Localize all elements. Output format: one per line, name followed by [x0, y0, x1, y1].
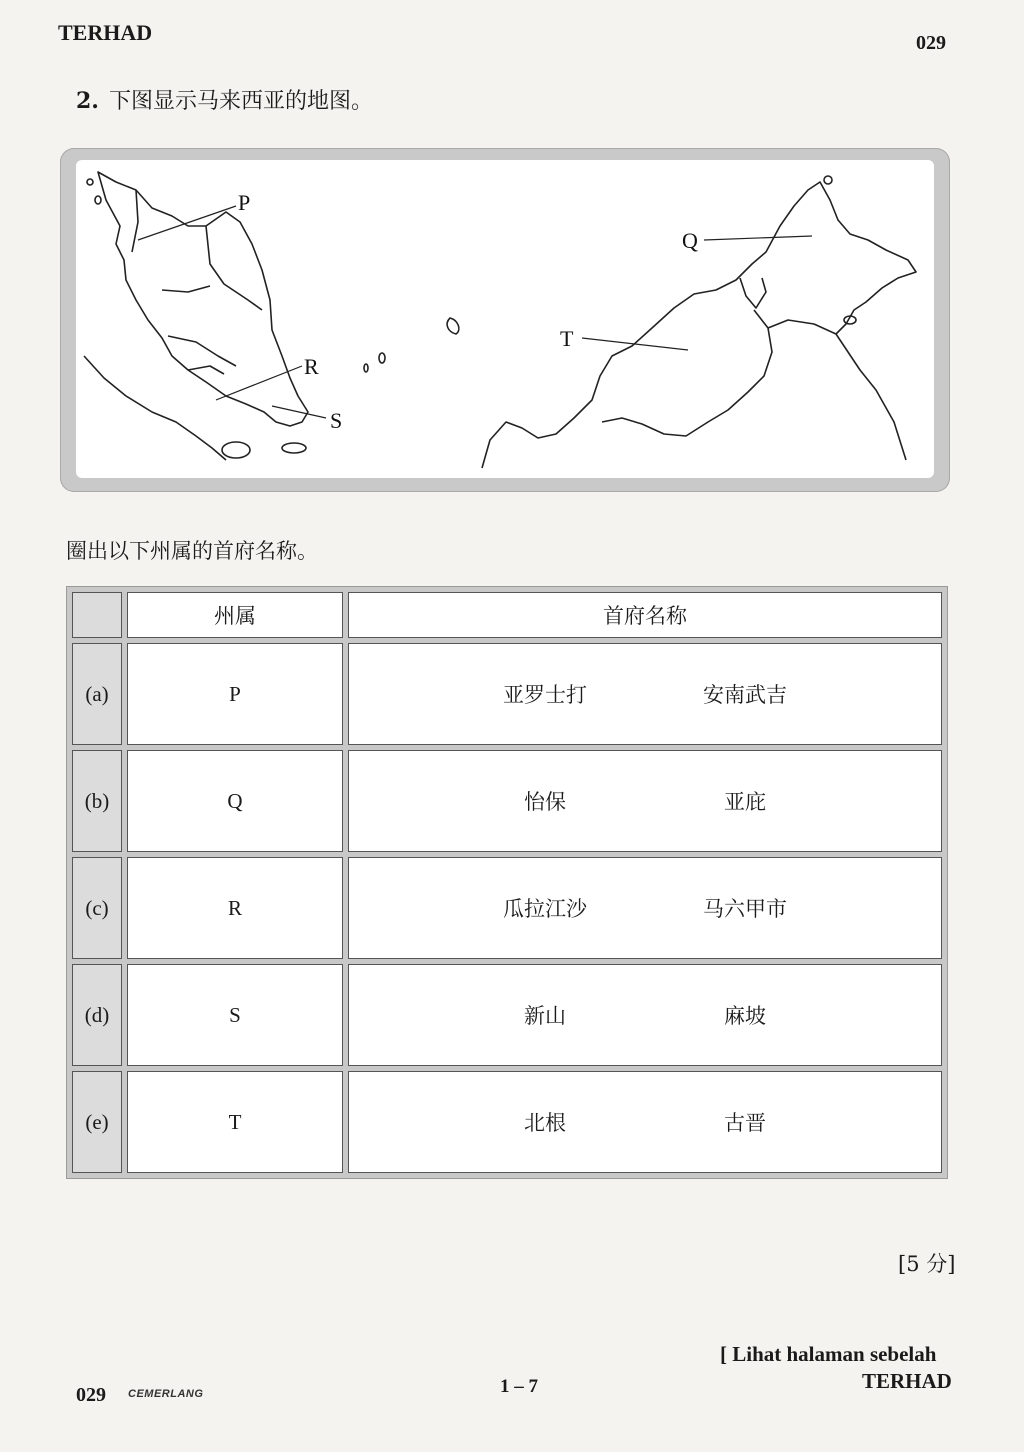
- sarawak-sabah-border: [602, 310, 772, 436]
- question-number: 2.: [76, 88, 99, 114]
- publisher-logo: CEMERLANG: [128, 1388, 204, 1400]
- leader-line-t: [582, 338, 688, 350]
- riau-island: [222, 442, 250, 458]
- row-index: (e): [72, 1071, 122, 1173]
- leader-line-r: [216, 366, 302, 400]
- banggi-island: [824, 176, 832, 184]
- capital-option[interactable]: 麻坡: [724, 1004, 766, 1028]
- row-index: (c): [72, 857, 122, 959]
- penang-island: [95, 196, 101, 204]
- next-page-note: [ Lihat halaman sebelah: [720, 1342, 937, 1366]
- table-row: [72, 643, 942, 745]
- table-row: [72, 964, 942, 1066]
- capital-option[interactable]: 亚庇: [724, 790, 766, 814]
- row-state: T: [127, 1071, 343, 1173]
- map-label-p: P: [238, 190, 251, 215]
- kalimantan-border: [768, 320, 836, 334]
- row-options: [348, 750, 942, 852]
- langkawi-island: [87, 179, 93, 185]
- marks-label: [5 分]: [898, 1252, 956, 1276]
- leader-line-q: [704, 236, 812, 240]
- map-label-s: S: [330, 408, 343, 433]
- question-line: [76, 84, 373, 115]
- capital-option[interactable]: 马六甲市: [703, 897, 787, 921]
- map-label-r: R: [304, 354, 319, 379]
- singapore-island: [282, 443, 306, 453]
- peninsular-outline: [98, 172, 308, 426]
- table-row: [72, 1071, 942, 1173]
- row-state: Q: [127, 750, 343, 852]
- map-frame: [60, 148, 950, 492]
- paper-code-header: 029: [916, 32, 946, 54]
- state-border-2: [206, 226, 262, 310]
- state-capital-table: [66, 586, 948, 1179]
- map-label-t: T: [560, 326, 574, 351]
- east-malaysia-outline: [482, 182, 916, 468]
- footer-paper-code: 029: [76, 1384, 106, 1406]
- row-state: P: [127, 643, 343, 745]
- table-row: [72, 750, 942, 852]
- map-label-q: Q: [682, 228, 698, 253]
- row-options: [348, 643, 942, 745]
- malaysia-map-drawing: [76, 160, 934, 478]
- capital-option[interactable]: 古晋: [724, 1111, 766, 1135]
- capital-option[interactable]: 瓜拉江沙: [503, 897, 587, 921]
- question-text: 下图显示马来西亚的地图。: [108, 89, 373, 114]
- leader-line-s: [272, 406, 326, 418]
- capital-option[interactable]: 新山: [524, 1004, 566, 1028]
- row-state: S: [127, 964, 343, 1066]
- brunei-border: [740, 278, 766, 308]
- footer-classification: TERHAD: [862, 1369, 952, 1393]
- capital-option[interactable]: 怡保: [524, 790, 566, 814]
- leader-line-p: [138, 206, 236, 240]
- sumatra-coast: [84, 356, 226, 460]
- header-index-cell: [72, 592, 122, 638]
- table-header-row: [72, 592, 942, 638]
- state-border-3: [162, 286, 210, 292]
- page-number: 1 – 7: [500, 1376, 538, 1397]
- island-2: [379, 353, 385, 363]
- capital-option[interactable]: 北根: [524, 1111, 566, 1135]
- state-border-1: [132, 190, 138, 252]
- capital-option[interactable]: 安南武吉: [703, 683, 787, 707]
- capital-option[interactable]: 亚罗士打: [503, 683, 587, 707]
- row-index: (d): [72, 964, 122, 1066]
- island-1: [364, 364, 368, 372]
- malaysia-map: [76, 160, 934, 478]
- row-index: (b): [72, 750, 122, 852]
- anambas-island: [447, 318, 459, 334]
- header-state-cell: 州属: [127, 592, 343, 638]
- classification-header: TERHAD: [58, 20, 153, 45]
- row-index: (a): [72, 643, 122, 745]
- row-options: [348, 964, 942, 1066]
- row-state: R: [127, 857, 343, 959]
- instruction-text: 圈出以下州属的首府名称。: [66, 539, 318, 563]
- header-capital-cell: 首府名称: [348, 592, 942, 638]
- table-row: [72, 857, 942, 959]
- row-options: [348, 857, 942, 959]
- row-options: [348, 1071, 942, 1173]
